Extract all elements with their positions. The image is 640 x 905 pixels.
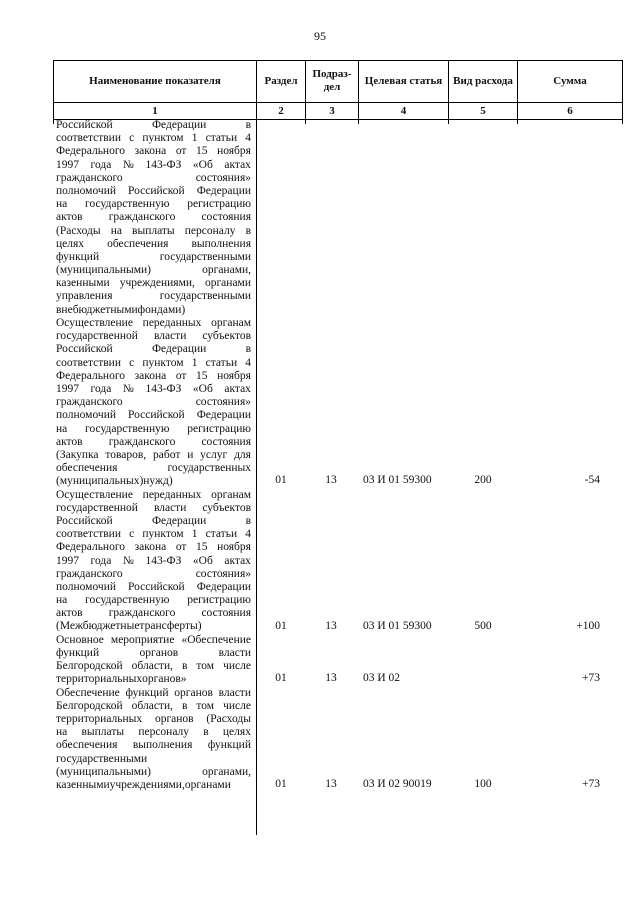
word: органами <box>184 778 231 791</box>
word: «Об <box>192 554 213 567</box>
header-name: Наименование показателя <box>89 74 221 87</box>
word: персоналу <box>184 224 236 237</box>
header-vid: Вид расхода <box>453 74 513 87</box>
word: Обеспечение <box>56 686 120 699</box>
description-line <box>56 225 251 238</box>
word: от <box>175 369 187 382</box>
page-number: 95 <box>314 29 326 43</box>
description-line <box>56 528 251 541</box>
description-line <box>56 766 251 779</box>
word: гражданского <box>56 567 123 580</box>
word: с <box>129 132 135 145</box>
word: соответствии <box>56 528 121 541</box>
word: органами <box>204 277 251 290</box>
description-line <box>56 687 251 700</box>
word: закона <box>134 145 167 158</box>
description-line <box>56 119 251 132</box>
word: пунктом <box>142 356 184 369</box>
word: с <box>129 356 135 369</box>
row-1-description <box>56 119 251 317</box>
word: (муниципальными) <box>56 264 151 277</box>
word: ноября <box>217 145 251 158</box>
col-border-right <box>622 60 623 124</box>
description-line <box>56 634 251 647</box>
word: в <box>181 660 188 673</box>
word: государственными <box>159 250 251 263</box>
word: актах <box>224 554 251 567</box>
description-line <box>56 238 251 251</box>
word: № <box>122 554 134 567</box>
word: состояния <box>201 435 251 448</box>
description-line <box>56 713 251 726</box>
word: Белгородской <box>56 699 123 712</box>
word: трансферты) <box>139 620 202 633</box>
word: власти <box>153 501 187 514</box>
word: закона <box>134 541 167 554</box>
word: 4 <box>245 528 251 541</box>
description-line <box>56 594 251 607</box>
word: государственной <box>56 501 138 514</box>
row-3-razdel: 01 <box>275 619 287 632</box>
word: Федерального <box>56 145 126 158</box>
word: Российской <box>56 514 113 527</box>
word: № <box>122 158 134 171</box>
word: мероприятие <box>110 633 175 646</box>
word: «Об <box>192 158 213 171</box>
word: государственную <box>85 422 170 435</box>
word: года <box>90 382 112 395</box>
row-5-celevaya: 03 И 02 90019 <box>363 778 432 790</box>
row-3-celevaya: 03 И 01 59300 <box>363 619 432 632</box>
word: Федерального <box>56 369 126 382</box>
word: Основное <box>56 633 104 646</box>
row-3-description <box>56 489 251 634</box>
word: органов» <box>142 673 187 686</box>
description-line <box>56 449 251 462</box>
word: 143-ФЗ <box>145 382 182 395</box>
description-line <box>56 383 251 396</box>
word: целях <box>222 726 251 739</box>
row-4-description <box>56 634 251 687</box>
word: области, <box>131 660 173 673</box>
description-line <box>56 396 251 409</box>
word: № <box>122 382 134 395</box>
row-5-podrazdel: 13 <box>325 778 337 790</box>
word: том <box>196 699 215 712</box>
description-line <box>56 317 251 330</box>
word: казенными <box>56 778 110 791</box>
description-line <box>56 475 251 488</box>
description-line <box>56 462 251 475</box>
word: в <box>203 726 209 739</box>
word: 1 <box>191 132 198 145</box>
header-razdel: Раздел <box>264 74 298 87</box>
word: внебюджетными <box>56 303 138 316</box>
description-line <box>56 251 251 264</box>
description-line <box>56 515 251 528</box>
description-line <box>56 264 251 277</box>
word: Федерации <box>151 119 207 131</box>
word: регистрацию <box>187 594 251 607</box>
word: обеспечения <box>56 739 118 752</box>
description-line <box>56 607 251 620</box>
word: 4 <box>245 132 251 145</box>
word: Российской <box>56 343 113 356</box>
word: от <box>175 145 187 158</box>
word: власти <box>218 686 251 699</box>
word: года <box>90 158 112 171</box>
word: «Обеспечение <box>181 633 251 646</box>
col-number-2: 2 <box>278 105 284 117</box>
word: органов <box>139 646 179 659</box>
col-number-4: 4 <box>400 105 407 117</box>
col-number-1: 1 <box>152 105 158 117</box>
word: Федерации <box>151 343 207 356</box>
word: 15 <box>196 145 208 158</box>
word: выплаты <box>132 224 175 237</box>
word: ноября <box>217 541 251 554</box>
word: учреждениями, <box>119 277 195 290</box>
word: 143-ФЗ <box>145 158 182 171</box>
word: в <box>245 514 251 527</box>
description-line <box>56 436 251 449</box>
word: с <box>129 528 135 541</box>
header-celevaya: Целевая статья <box>364 74 443 87</box>
col-number-3: 3 <box>329 105 335 117</box>
description-line <box>56 581 251 594</box>
word: товаров, <box>105 448 147 461</box>
word: казенными <box>56 277 110 290</box>
description-line <box>56 502 251 515</box>
description-line <box>56 198 251 211</box>
word: государственных <box>167 462 251 475</box>
word: власти <box>153 330 187 343</box>
word: нужд) <box>143 475 173 488</box>
description-line <box>56 159 251 172</box>
word: органов <box>174 686 213 699</box>
word: субъектов <box>202 501 251 514</box>
word: 15 <box>196 541 208 554</box>
word: актов <box>56 607 83 620</box>
word: актов <box>56 435 83 448</box>
row-4-podrazdel: 13 <box>325 672 337 685</box>
word: Российской <box>128 184 185 197</box>
word: управления <box>56 290 113 303</box>
description-line <box>56 779 251 792</box>
word: состояния» <box>195 567 251 580</box>
description-line <box>56 304 251 317</box>
word: актах <box>224 158 251 171</box>
word: полномочий <box>56 580 116 593</box>
word: государственными <box>159 290 251 303</box>
description-line <box>56 568 251 581</box>
word: 1997 <box>56 158 79 171</box>
description-line <box>56 357 251 370</box>
word: (Закупка <box>56 448 99 461</box>
word: Федерального <box>56 541 126 554</box>
description-line <box>56 753 251 766</box>
row-2-description <box>56 317 251 488</box>
description-line <box>56 409 251 422</box>
col-number-6: 6 <box>567 105 573 117</box>
word: (Расходы <box>206 712 251 725</box>
description-line <box>56 660 251 673</box>
word: статьи <box>205 528 238 541</box>
word: в <box>245 343 251 356</box>
word: учреждениями, <box>109 778 185 791</box>
word: и <box>187 448 194 461</box>
row-5-razdel: 01 <box>275 778 287 790</box>
description-line <box>56 541 251 554</box>
row-5-description <box>56 687 251 793</box>
col-number-5: 5 <box>480 105 486 117</box>
word: 143-ФЗ <box>145 554 182 567</box>
word: пунктом <box>142 528 184 541</box>
word: состояния <box>201 211 251 224</box>
word: органами, <box>202 765 251 778</box>
word: 1997 <box>56 554 79 567</box>
word: услуг <box>200 448 228 461</box>
word: Федерации <box>196 409 251 422</box>
description-line <box>56 277 251 290</box>
word: функций <box>56 250 100 263</box>
word: функций <box>56 646 100 659</box>
word: Российской <box>128 409 185 422</box>
word: в <box>245 119 251 131</box>
word: гражданского <box>56 396 123 409</box>
description-line <box>56 489 251 502</box>
word: обеспечения <box>56 462 118 475</box>
word: Осуществление <box>56 488 133 501</box>
word: работ <box>153 448 181 461</box>
word: статьи <box>205 132 238 145</box>
word: (Расходы <box>56 224 101 237</box>
word: обеспечения <box>107 237 169 250</box>
word: полномочий <box>56 409 116 422</box>
word: том <box>196 660 215 673</box>
word: состояния» <box>195 171 251 184</box>
word: власти <box>218 646 251 659</box>
word: выполнения <box>132 739 193 752</box>
row-2-celevaya: 03 И 01 59300 <box>363 474 432 487</box>
word: гражданского <box>108 211 176 224</box>
word: государственной <box>56 330 138 343</box>
word: полномочий <box>56 184 116 197</box>
word: регистрацию <box>187 198 251 211</box>
word: функций <box>207 739 251 752</box>
row-4-celevaya: 03 И 02 <box>363 672 401 685</box>
description-line <box>56 673 251 686</box>
word: состояния <box>201 607 251 620</box>
word: 4 <box>245 356 251 369</box>
word: 15 <box>196 369 208 382</box>
word: в <box>181 699 188 712</box>
description-line <box>56 555 251 568</box>
word: Федерации <box>196 184 251 197</box>
word: на <box>56 726 68 739</box>
col-border-1 <box>256 60 257 835</box>
word: актов <box>56 211 83 224</box>
word: статьи <box>205 356 238 369</box>
description-line <box>56 290 251 303</box>
row-3-summa: +100 <box>576 619 600 632</box>
row-5-vid: 100 <box>474 778 492 790</box>
row-3-vid: 500 <box>474 619 492 632</box>
word: ноября <box>217 369 251 382</box>
word: выплаты <box>81 726 125 739</box>
word: числе <box>223 660 251 673</box>
word: 1 <box>191 356 198 369</box>
row-2-podrazdel: 13 <box>325 474 337 487</box>
row-2-razdel: 01 <box>275 474 287 487</box>
description-line <box>56 132 251 145</box>
word: закона <box>134 369 167 382</box>
word: для <box>234 448 251 461</box>
word: состояния» <box>195 396 251 409</box>
header-summa: Сумма <box>553 74 587 87</box>
word: Российской <box>56 119 113 131</box>
word: гражданского <box>108 607 176 620</box>
word: персоналу <box>138 726 190 739</box>
row-2-vid: 200 <box>474 474 492 487</box>
description-line <box>56 185 251 198</box>
word: Осуществление <box>56 317 133 329</box>
word: «Об <box>192 382 213 395</box>
row-5-summa: +73 <box>582 778 600 790</box>
word: на <box>56 422 68 435</box>
word: соответствии <box>56 132 121 145</box>
description-line <box>56 343 251 356</box>
word: выполнения <box>191 237 251 250</box>
row-4-razdel: 01 <box>275 672 287 685</box>
row-3-podrazdel: 13 <box>325 619 337 632</box>
word: (Межбюджетные <box>56 620 140 633</box>
header-podrazdel: Подраз-дел <box>312 68 352 93</box>
description-line <box>56 330 251 343</box>
word: Белгородской <box>56 660 123 673</box>
word: (муниципальных) <box>56 475 144 488</box>
word: фондами) <box>137 303 186 316</box>
word: государственными <box>56 752 148 765</box>
description-line <box>56 726 251 739</box>
word: числе <box>223 699 251 712</box>
word: на <box>110 224 122 237</box>
word: 1997 <box>56 382 79 395</box>
word: пунктом <box>142 132 184 145</box>
word: соответствии <box>56 356 121 369</box>
row-4-summa: +73 <box>582 672 600 685</box>
word: органам <box>211 488 251 501</box>
word: Федерации <box>151 514 207 527</box>
word: переданных <box>142 317 202 329</box>
word: Российской <box>128 580 185 593</box>
word: государственную <box>85 198 170 211</box>
row-2-summa: -54 <box>584 474 600 487</box>
word: территориальных <box>56 712 143 725</box>
word: регистрацию <box>187 422 251 435</box>
word: органами, <box>202 264 251 277</box>
word: субъектов <box>202 330 251 343</box>
description-line <box>56 423 251 436</box>
word: от <box>175 541 187 554</box>
word: целях <box>56 237 85 250</box>
description-line <box>56 620 251 633</box>
word: переданных <box>142 488 202 501</box>
word: функций <box>125 686 169 699</box>
word: Федерации <box>196 580 251 593</box>
description-line <box>56 211 251 224</box>
word: органов <box>154 712 194 725</box>
word: области, <box>131 699 173 712</box>
word: на <box>56 594 68 607</box>
description-line <box>56 172 251 185</box>
word: в <box>245 224 251 237</box>
word: гражданского <box>56 171 123 184</box>
word: 1 <box>191 528 198 541</box>
word: гражданского <box>108 435 176 448</box>
word: актах <box>224 382 251 395</box>
word: органам <box>211 317 251 329</box>
word: государственную <box>85 594 170 607</box>
word: года <box>90 554 112 567</box>
description-line <box>56 739 251 752</box>
word: территориальных <box>56 673 143 686</box>
word: на <box>56 198 68 211</box>
word: (муниципальными) <box>56 765 151 778</box>
description-line <box>56 145 251 158</box>
description-line <box>56 647 251 660</box>
description-line <box>56 700 251 713</box>
description-line <box>56 370 251 383</box>
